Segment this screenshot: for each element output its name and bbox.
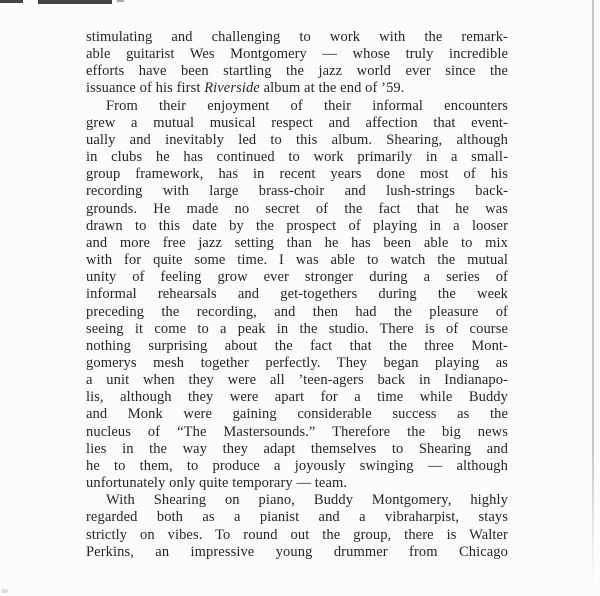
paragraph (86, 98, 508, 493)
text-line: able guitarist Wes Montgomery — whose truly incredible (86, 46, 508, 63)
text-line: preceding the recording, and then had the pleasure of (86, 303, 508, 320)
text-line: he to them, to produce a joyously swinging — although (86, 457, 508, 474)
text-line: a unit when they were all ’teen-agers back in Indianapo- (86, 372, 508, 389)
text-line: stimulating and challenging to work with the remark- (86, 29, 508, 45)
scan-corner-mark (1, 589, 8, 593)
scan-edge-mark (117, 0, 124, 2)
text-line: From their enjoyment of their informal encounters (106, 97, 508, 114)
text-line: With Shearing on piano, Buddy Montgomery, highly (106, 492, 508, 509)
scan-edge-mark (0, 0, 23, 3)
text-line: ually and inevitably led to this album. Shearing, although (86, 131, 508, 148)
text-line: seeing it come to a peak in the studio. There is of course (86, 320, 508, 337)
text-line: drawn to this date by the prospect of playing in a looser (86, 217, 508, 234)
text-line: lis, although they were apart for a time while Buddy (86, 389, 508, 406)
italic-text: Riverside (204, 80, 260, 97)
text-line: group framework, has in recent years done most of his (86, 166, 508, 183)
text-line: with for quite some time. I was able to watch the mutual (86, 252, 508, 269)
text-line: nothing surprising about the fact that the three Mont- (86, 337, 508, 354)
text-line: and more free jazz setting than he has been able to mix (86, 234, 508, 251)
text-line: Perkins, an impressive young drummer from Chicago (86, 543, 508, 560)
text-line: gomerys mesh together perfectly. They began playing as (86, 354, 508, 371)
scan-edge-mark (38, 0, 112, 4)
text-line: regarded both as a pianist and a vibraharpist, stays (86, 509, 508, 526)
text-line: nucleus of “The Mastersounds.” Therefore the big news (86, 423, 508, 440)
text-line: recording with large brass-choir and lush-strings back- (86, 183, 508, 200)
text-line: issuance of his first Riverside album at the end of ’59. (86, 80, 405, 97)
paragraph (86, 492, 508, 561)
paragraph (86, 29, 508, 98)
text-line: lies in the way they adapt themselves to Shearing and (86, 440, 508, 457)
liner-notes-text (86, 29, 508, 561)
text-line: unity of feeling grow ever stronger during a series of (86, 269, 508, 286)
text-line: grounds. He made no secret of the fact that he was (86, 200, 508, 217)
text-line: informal rehearsals and get-togethers during the week (86, 286, 508, 303)
text-line: grew a mutual musical respect and affection that event- (86, 114, 508, 131)
scan-edge-line (592, 0, 594, 584)
text-line: unfortunately only quite temporary — team. (86, 475, 348, 492)
text-line: in clubs he has continued to work primarily in a small- (86, 149, 508, 166)
text-line: and Monk were gaining considerable success as the (86, 406, 508, 423)
text-line: strictly on vibes. To round out the group, there is Walter (86, 526, 508, 543)
text-line: efforts have been startling the jazz world ever since the (86, 63, 508, 80)
